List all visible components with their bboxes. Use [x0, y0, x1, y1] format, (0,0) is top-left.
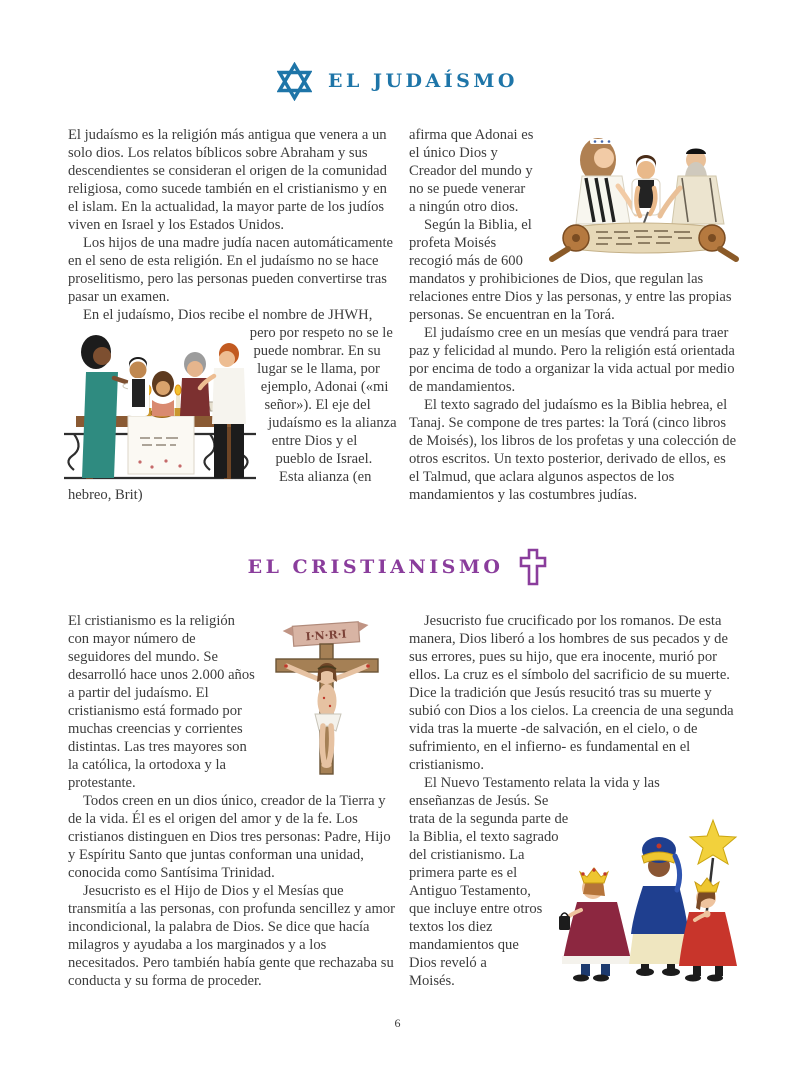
paragraph: enseñanzas de Jesús. Se trata de la segunda parte de la Biblia, el texto sagrado del cristianismo. La primera parte es el Antiguo Testamento, que incluye entre otros textos los diez mandamientos que Dios reveló a Moisés.: [409, 793, 569, 989]
paragraph: pero por respeto no se le puede nombrar. En su lugar se le llama, por ejemplo, Adonai («mi señor»). El eje del judaísmo es la alianza entre Dios y el pueblo de Israel. Esta alianza (en hebreo, Brit): [68, 325, 397, 503]
wrap-block: [409, 792, 738, 990]
paragraph: afirma que Adonai es el único Dios y Creador del mundo y no se puede venerar a ningún otro dios.: [409, 127, 534, 215]
christianity-column-right: [409, 612, 738, 994]
christianity-column-left: [68, 612, 397, 994]
christianity-header: [0, 546, 795, 588]
paragraph: El Nuevo Testamento relata la vida y las: [424, 775, 660, 791]
wrap-block: [68, 324, 397, 504]
judaism-header: [0, 0, 795, 102]
judaism-title: EL JUDAÍSMO: [328, 70, 518, 92]
page-number: 6: [394, 1016, 401, 1030]
torah-reading-illustration: [542, 128, 742, 262]
judaism-columns: [0, 126, 795, 504]
paragraph: El judaísmo es la religión más antigua que venera a un solo dios. Los relatos bíblicos sobre Abraham y sus descendientes se consideran el origen de la comunidad religiosa, como sucede también en el cristianismo y en el islam. En la actualidad, la mayor parte de los judíos viven en Israel y los Estados Unidos.: [68, 127, 387, 233]
paragraph: Todos creen en un dios único, creador de la Tierra y de la vida. Él es el origen del amor y de la fe. Los cristianos distinguen en Dios tres personas: Padre, Hijo y Espíritu Santo que juntas conforman una unidad, conocida como Santísima Trinidad.: [68, 793, 391, 881]
judaism-column-right: [409, 126, 738, 504]
paragraph: Jesucristo es el Hijo de Dios y el Mesías que transmitía a las personas, con profunda sencillez y amor incondicional, la palabra de Dios. Se dice que hacía milagros y ayudaba a los marginados y a los necesitados. Pero también había gente que rechazaba su conducta y su forma de proceder.: [68, 883, 396, 989]
star-of-david-icon: [277, 62, 312, 101]
cross-icon: [519, 548, 547, 586]
paragraph: El texto sagrado del judaísmo es la Biblia hebrea, el Tanaj. Se compone de tres partes: la Torá (cinco libros de Moisés), los libros de los profetas y una colección de otros escritos. Un texto posterior, derivado de ellos, es el Talmud, que aclara algunos aspectos de los mandamientos y las costumbres judías.: [409, 397, 737, 503]
inri-banner-text: I·N·R·I: [305, 627, 348, 644]
paragraph: El judaísmo cree en un mesías que vendrá para traer paz y felicidad al mundo. Pero la religión está orientada por encima de todo a organizar la vida actual por medio de mandamientos.: [409, 325, 735, 395]
paragraph: Los hijos de una madre judía nacen automáticamente en el seno de esta religión. En el judaísmo no se hace proselitismo, pero las personas pueden convertirse tras pasar un examen.: [68, 235, 394, 305]
paragraph: Jesucristo fue crucificado por los romanos. De esta manera, Dios liberó a los hombres de sus pecados y de sus errores, pues su hijo, que era inocente, murió por ellos. La cruz es el símbolo del sacrificio de su muerte. Dice la tradición que Jesús resucitó tras su muerte y subió con Dios a los cielos. La creencia de una segunda vida tras la muerte -de salvación, en el cielo, o de sufrimiento, en el infierno- es fundamental en el cristianismo.: [409, 613, 734, 773]
christianity-columns: [0, 612, 795, 994]
paragraph: El cristianismo es la religión con mayor número de seguidores del mundo. Se desarrolló hace unos 2.000 años a partir del judaísmo. El cristianismo está formado por muchas creencias y corrientes distintas. Las tres mayores son la católica, la ortodoxa y la protestante.: [68, 613, 255, 791]
crucifix-illustration: [263, 612, 391, 784]
christianity-title: EL CRISTIANISMO: [247, 556, 504, 578]
paragraph: Según la Biblia, el profeta Moisés recogió más de 600 mandatos y prohibiciones de Dios, que regulan las relaciones entre Dios y las personas, y entre las propias personas. Se encuentran en la Torá.: [409, 217, 732, 323]
judaism-column-left: [68, 126, 397, 504]
paragraph: En el judaísmo, Dios recibe el nombre de JHWH,: [83, 307, 373, 323]
